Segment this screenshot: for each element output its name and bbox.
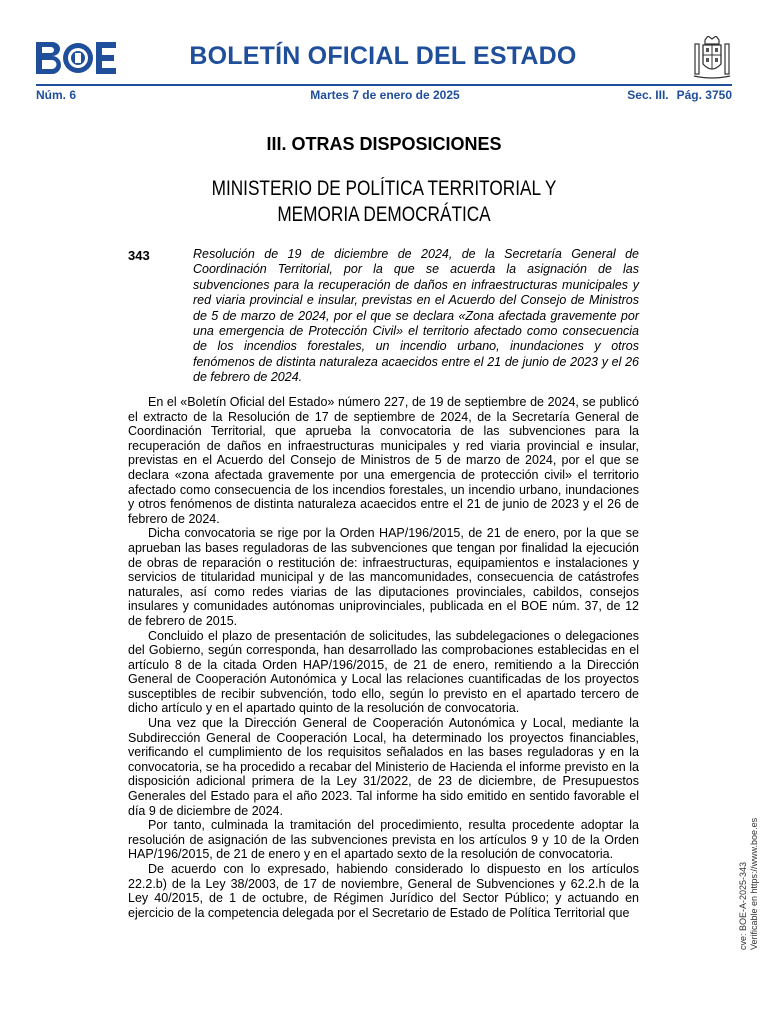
cve-code: cve: BOE-A-2025-343 [738,861,748,950]
section-title: III. OTRAS DISPOSICIONES [266,134,502,154]
body-paragraph: De acuerdo con lo expresado, habiendo considerado lo dispuesto en los artículos 22.2.b) de la Ley 38/2003, de 17 de noviembre, General de Subvenciones y 62.2.h de la Ley 40/2015, de 1 de octubre, de Régimen Jurídico del Sector Público; y actuando en ejercicio de la competencia delegada por el Secretario de Estado de Política Territorial que [128,862,639,920]
verification-note [738,818,760,950]
coat-of-arms-icon [692,36,732,80]
resolution-number: 343 [128,248,150,263]
section-label: Sec. III. [627,88,669,102]
resolution-summary: Resolución de 19 de diciembre de 2024, de la Secretaría General de Coordinación Territorial, por la que se acuerda la asignación de las subvenciones para la recuperación de daños en infraestructuras municipales y red viaria provincial e insular, previstas en el Acuerdo del Consejo de Ministros de 5 de marzo de 2024, por el que se declara «Zona afectada gravemente por una emergencia de Protección Civil» el territorio afectado como consecuencia de los incendios forestales, un incendio urbano, inundaciones y otros fenómenos de distinta naturaleza acaecidos entre el 21 de junio de 2023 y el 26 de febrero de 2024. [193,247,639,385]
issue-date: Martes 7 de enero de 2025 [310,88,460,102]
body-paragraph: Por tanto, culminada la tramitación del procedimiento, resulta procedente adoptar la resolución de asignación de las subvenciones prevista en los artículos 9 y 10 de la Orden HAP/196/2015, de 21 de enero y en el apartado sexto de la resolución de convocatoria. [128,818,639,862]
ministry-heading: MINISTERIO DE POLÍTICA TERRITORIAL Y MEMORIA DEMOCRÁTICA [211,177,557,226]
verification-link[interactable]: Verificable en https://www.boe.es [749,817,759,950]
resolution-body [128,395,639,920]
body-paragraph: En el «Boletín Oficial del Estado» número 227, de 19 de septiembre de 2024, se publicó el extracto de la Resolución de 17 de septiembre de 2024, de la Secretaría General de Coordinación Territorial, que aprueba la convocatoria de las subvenciones para la recuperación de daños en infraestructuras municipales y red viaria provincial e insular, previstas en el Acuerdo del Consejo de Ministros de 5 de marzo de 2024, por el que se declara «zona afectada gravemente por una emergencia de protección civil» el territorio afectado como consecuencia de los incendios forestales, un incendio urbano, inundaciones y otros fenómenos de distinta naturaleza acaecidos entre el 21 de junio de 2023 y el 26 de febrero de 2024. [128,395,639,526]
gazette-title: BOLETÍN OFICIAL DEL ESTADO [189,42,577,70]
body-paragraph: Dicha convocatoria se rige por la Orden HAP/196/2015, de 21 de enero, por la que se aprueban las bases reguladoras de las subvenciones que tengan por finalidad la ejecución de obras de reparación o restitución de: infraestructuras, equipamientos e instalaciones y servicios de titularidad municipal y de las mancomunidades, consecuencia de catástrofes naturales, así como redes viarias de las diputaciones provinciales, cabildos, consejos insulares y comunidades autónomas uniprovinciales, publicada en el BOE núm. 37, de 12 de febrero de 2015. [128,526,639,628]
boe-logo [36,42,116,74]
body-paragraph: Concluido el plazo de presentación de solicitudes, las subdelegaciones o delegaciones del Gobierno, según corresponda, han desarrollado las comprobaciones establecidas en el artículo 8 de la citada Orden HAP/196/2015, de 21 de enero, remitiendo a la Dirección General de Cooperación Autonómica y Local las relaciones cuantificadas de los proyectos susceptibles de recibir subvención, todo ello, según lo previsto en el apartado tercero de dicho artículo y en el apartado quinto de la resolución de convocatoria. [128,628,639,716]
page-number: Pág. 3750 [676,88,732,102]
issue-number: Núm. 6 [36,88,77,102]
body-paragraph: Una vez que la Dirección General de Cooperación Autonómica y Local, mediante la Subdirección General de Cooperación Local, ha determinado los proyectos financiables, verificando el cumplimiento de los requisitos señalados en las bases reguladoras y en la convocatoria, se ha procedido a recabar del Ministerio de Hacienda el informe previsto en la disposición adicional primera de la Ley 31/2022, de 23 de diciembre, de Presupuestos Generales del Estado para el año 2023. Tal informe ha sido emitido en sentido favorable el día 9 de diciembre de 2024. [128,716,639,818]
header-divider [36,84,732,86]
section-page-info [619,88,732,102]
